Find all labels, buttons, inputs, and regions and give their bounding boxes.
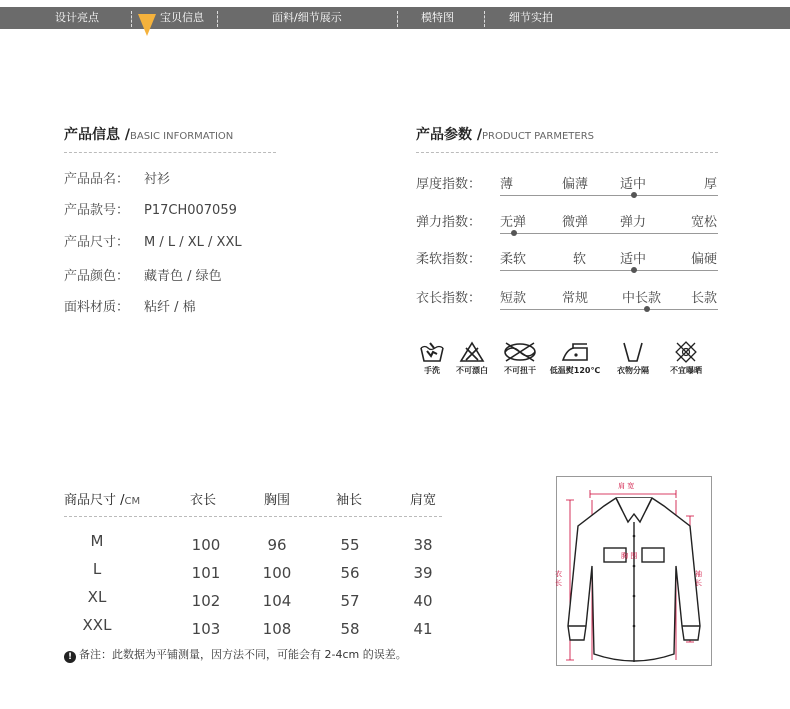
param-scale-line bbox=[500, 309, 718, 310]
nav-tab-model[interactable]: 模特图 bbox=[421, 11, 454, 24]
active-tab-arrow-icon bbox=[138, 14, 156, 36]
nav-tab-detail[interactable]: 细节实拍 bbox=[509, 11, 553, 24]
column-header-chest: 胸围 bbox=[264, 493, 291, 508]
param-scale-line bbox=[500, 270, 718, 271]
nav-tab-design[interactable]: 设计亮点 bbox=[55, 11, 99, 24]
column-header-length: 衣长 bbox=[190, 493, 217, 508]
param-scale-line bbox=[500, 195, 718, 196]
product-params-title bbox=[416, 124, 594, 144]
hand-wash-icon bbox=[418, 340, 446, 364]
param-option: 中长款 bbox=[622, 291, 662, 306]
value-cell: 57 bbox=[340, 592, 360, 610]
value-cell: 100 bbox=[262, 564, 292, 582]
note-text: 备注：此数据为平铺测量，因方法不同，可能会有 2-4cm 的误差。 bbox=[79, 648, 407, 661]
value-cell: 39 bbox=[413, 564, 433, 582]
product-params-title-cn: 产品参数 / bbox=[416, 127, 482, 143]
param-option: 偏硬 bbox=[691, 252, 718, 267]
size-cell: XL bbox=[87, 588, 107, 606]
care-no-bleach bbox=[449, 340, 495, 380]
size-header-label: 商品尺寸 / bbox=[64, 493, 125, 508]
care-no-wring bbox=[497, 340, 543, 380]
param-option: 长款 bbox=[691, 291, 718, 306]
param-row-length bbox=[416, 287, 718, 313]
size-cell: XXL bbox=[82, 616, 112, 634]
care-label: 衣物分隔 bbox=[617, 366, 649, 375]
param-option: 无弹 bbox=[500, 215, 527, 230]
care-label: 不可漂白 bbox=[456, 366, 488, 375]
info-row-style-no bbox=[64, 199, 237, 218]
info-value: 衬衫 bbox=[144, 172, 171, 187]
care-label: 不可扭干 bbox=[504, 366, 536, 375]
info-row-material bbox=[64, 296, 196, 315]
value-cell: 102 bbox=[191, 592, 221, 610]
param-option: 适中 bbox=[620, 177, 647, 192]
value-cell: 56 bbox=[340, 564, 360, 582]
size-cell: L bbox=[92, 560, 102, 578]
value-cell: 38 bbox=[413, 536, 433, 554]
size-cell: M bbox=[90, 532, 104, 550]
param-label: 厚度指数： bbox=[416, 177, 482, 192]
param-label: 柔软指数： bbox=[416, 252, 482, 267]
low-iron-icon bbox=[559, 340, 591, 364]
info-value: 藏青色 / 绿色 bbox=[144, 269, 222, 284]
param-option: 适中 bbox=[620, 252, 647, 267]
value-cell: 103 bbox=[191, 620, 221, 638]
info-label: 产品款号： bbox=[64, 203, 130, 218]
size-table-header bbox=[64, 489, 140, 508]
chain-border-decoration bbox=[0, 0, 790, 7]
nav-separator bbox=[397, 11, 398, 27]
param-indicator-dot bbox=[511, 230, 517, 236]
care-wash-separately bbox=[610, 340, 656, 380]
care-label: 手洗 bbox=[424, 366, 440, 375]
product-params-title-en: PRODUCT PARMETERS bbox=[482, 131, 594, 142]
value-cell: 100 bbox=[191, 536, 221, 554]
param-option: 宽松 bbox=[691, 215, 718, 230]
care-low-iron bbox=[546, 340, 604, 380]
measurement-note bbox=[64, 646, 407, 663]
no-wring-icon bbox=[500, 340, 540, 364]
care-label: 不宜曝晒 bbox=[670, 366, 702, 375]
param-scale-line bbox=[500, 233, 718, 234]
info-label: 产品品名： bbox=[64, 172, 130, 187]
no-sun-dry-icon bbox=[672, 340, 700, 364]
product-info-title-en: BASIC INFORMATION bbox=[130, 131, 234, 142]
param-indicator-dot bbox=[644, 306, 650, 312]
value-cell: 40 bbox=[413, 592, 433, 610]
divider bbox=[64, 516, 442, 517]
param-indicator-dot bbox=[631, 267, 637, 273]
param-row-thickness bbox=[416, 173, 718, 199]
column-header-sleeve: 袖长 bbox=[336, 493, 363, 508]
nav-separator bbox=[484, 11, 485, 27]
column-header-shoulder: 肩宽 bbox=[410, 493, 437, 508]
care-no-sun-dry bbox=[662, 340, 710, 380]
value-cell: 96 bbox=[267, 536, 287, 554]
param-option: 短款 bbox=[500, 291, 527, 306]
param-option: 厚 bbox=[704, 177, 718, 192]
sleeve-label: 袖 长 bbox=[695, 570, 702, 587]
nav-separator bbox=[131, 11, 132, 27]
param-option: 柔软 bbox=[500, 252, 527, 267]
care-label: 低温熨120℃ bbox=[549, 366, 601, 375]
param-option: 薄 bbox=[500, 177, 514, 192]
shoulder-width-label: 肩 宽 bbox=[618, 482, 635, 490]
size-header-unit: CM bbox=[124, 496, 141, 507]
nav-tab-product-info[interactable]: 宝贝信息 bbox=[160, 11, 204, 24]
info-label: 产品颜色： bbox=[64, 269, 130, 284]
param-label: 弹力指数： bbox=[416, 215, 482, 230]
param-option: 弹力 bbox=[620, 215, 647, 230]
param-row-elasticity bbox=[416, 211, 718, 237]
wash-separately-icon bbox=[619, 340, 647, 364]
param-label: 衣长指数： bbox=[416, 291, 482, 306]
param-option: 软 bbox=[573, 252, 587, 267]
divider bbox=[64, 152, 276, 153]
value-cell: 108 bbox=[262, 620, 292, 638]
product-info-title-cn: 产品信息 / bbox=[64, 127, 130, 143]
info-value: P17CH007059 bbox=[144, 203, 237, 218]
param-option: 常规 bbox=[562, 291, 589, 306]
value-cell: 104 bbox=[262, 592, 292, 610]
param-option: 微弹 bbox=[562, 215, 589, 230]
product-info-title bbox=[64, 124, 233, 144]
warning-icon: ! bbox=[64, 651, 76, 663]
value-cell: 101 bbox=[191, 564, 221, 582]
nav-tab-fabric[interactable]: 面料/细节展示 bbox=[272, 11, 342, 24]
top-nav-bar bbox=[0, 0, 790, 29]
param-option: 偏薄 bbox=[562, 177, 589, 192]
value-cell: 41 bbox=[413, 620, 433, 638]
shirt-illustration bbox=[556, 476, 712, 666]
length-label: 衣 长 bbox=[555, 570, 562, 587]
param-indicator-dot bbox=[631, 192, 637, 198]
param-row-softness bbox=[416, 248, 718, 274]
nav-separator bbox=[217, 11, 218, 27]
info-label: 产品尺寸： bbox=[64, 235, 130, 250]
no-bleach-icon bbox=[458, 340, 486, 364]
info-value: M / L / XL / XXL bbox=[144, 235, 242, 250]
info-label: 面料材质： bbox=[64, 300, 130, 315]
value-cell: 55 bbox=[340, 536, 360, 554]
info-row-sizes bbox=[64, 231, 242, 250]
info-value: 粘纤 / 棉 bbox=[144, 300, 196, 315]
care-hand-wash bbox=[416, 340, 448, 380]
info-row-colors bbox=[64, 265, 222, 284]
chest-label: 胸 围 bbox=[621, 552, 638, 560]
info-row-name bbox=[64, 168, 170, 187]
value-cell: 58 bbox=[340, 620, 360, 638]
divider bbox=[416, 152, 718, 153]
